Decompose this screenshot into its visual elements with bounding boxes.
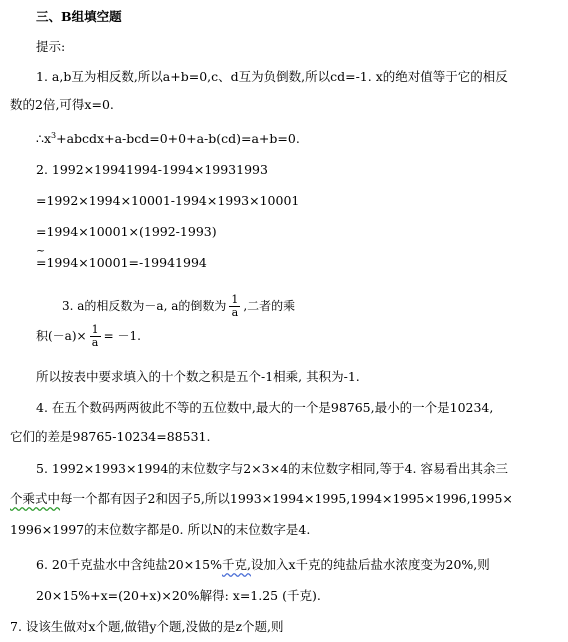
fraction-numerator: 1 xyxy=(231,293,239,306)
hint-label: 提示: xyxy=(36,39,66,54)
therefore-rest: +abcdx+a-bcd=0+0+a-b(cd)=a+b=0. xyxy=(56,131,300,146)
cube-exponent: 3 xyxy=(51,131,57,140)
reciprocal-fraction xyxy=(229,294,240,319)
section-heading: 三、B组填空题 xyxy=(36,9,122,24)
item3-text-a: 3. a的相反数为－a, a的倒数为 xyxy=(62,299,227,313)
item5-line2 xyxy=(10,490,513,508)
item4-line2: 它们的差是98765-10234=88531. xyxy=(10,429,211,444)
tilde-mark: ~ xyxy=(36,244,46,257)
item4-line1: 4. 在五个数码两两彼此不等的五位数中,最大的一个是98765,最小的一个是10234, xyxy=(36,400,494,415)
reciprocal-fraction-2 xyxy=(90,324,101,349)
item6-wavy-phrase: 千克, xyxy=(221,557,251,572)
item2-line2: =1992×1994×10001-1994×1993×10001 xyxy=(36,193,300,208)
item6-line1-a: 6. 20千克盐水中含纯盐20×15% xyxy=(36,557,222,572)
item5-line2-rest: 每一个都有因子2和因子5,所以1993×1994×1995,1994×1995×1996,1995× xyxy=(60,491,513,506)
therefore-line xyxy=(36,127,300,148)
item3-line2 xyxy=(36,323,141,349)
item2-line4: =1994×10001=-19941994 xyxy=(36,255,207,270)
item3-line2-b: = －1. xyxy=(103,329,141,343)
fraction-denominator-2: a xyxy=(91,336,99,349)
item1-line2: 数的2倍,可得x=0. xyxy=(10,97,114,112)
item7-line: 7. 设该生做对x个题,做错y个题,没做的是z个题,则 xyxy=(10,619,284,634)
item2-line1: 2. 1992×19941994-1994×19931993 xyxy=(36,162,268,177)
item5-line3: 1996×1997的末位数字都是0. 所以N的末位数字是4. xyxy=(10,522,311,537)
item3-line2-a: 积(－a)× xyxy=(36,329,87,343)
therefore-prefix: ∴x xyxy=(36,131,52,146)
item1-line1: 1. a,b互为相反数,所以a+b=0,c、d互为负倒数,所以cd=-1. x的绝对值等于它的相反 xyxy=(36,69,508,84)
fraction-numerator-2: 1 xyxy=(91,323,99,336)
item6-line2: 20×15%+x=(20+x)×20%解得: x=1.25 (千克). xyxy=(36,588,321,603)
item6-line1-b: 设加入x千克的纯盐后盐水浓度变为20%,则 xyxy=(250,557,490,572)
item3-text-b: ,二者的乘 xyxy=(243,299,296,313)
fraction-denominator: a xyxy=(231,306,239,319)
item5-line1: 5. 1992×1993×1994的末位数字与2×3×4的末位数字相同,等于4. 容易看出其余三 xyxy=(36,461,508,476)
item6-line1 xyxy=(36,556,490,574)
item5-wavy-phrase: 个乘式中 xyxy=(10,491,61,506)
item3-conclusion: 所以按表中要求填入的十个数之积是五个-1相乘, 其积为-1. xyxy=(36,369,360,384)
item3-line1 xyxy=(62,293,295,319)
item2-line3: =1994×10001×(1992-1993) xyxy=(36,224,217,239)
